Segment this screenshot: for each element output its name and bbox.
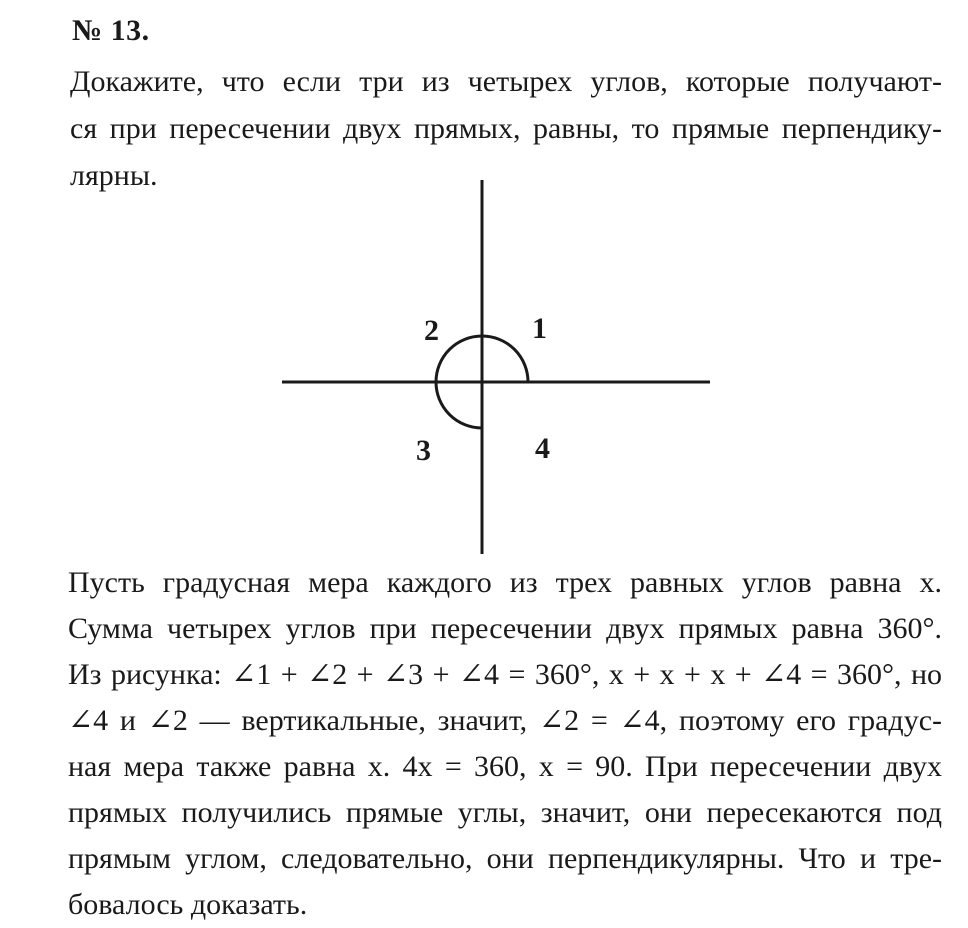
proof-line: бовалось доказать.: [68, 888, 308, 921]
intersecting-lines-figure: [270, 178, 720, 558]
proof-text: [68, 560, 942, 928]
proof-line: ная мера также равна x. 4x = 360, x = 90. При пересечении двух: [68, 750, 942, 783]
proof-line: Пусть градусная мера каждого из трех равных углов равна x.: [68, 566, 942, 599]
proof-line: Из рисунка: ∠1 + ∠2 + ∠3 + ∠4 = 360°, x + x + x + ∠4 = 360°, но: [68, 658, 942, 691]
statement-line: лярны.: [70, 159, 158, 192]
angle-label-4: 4: [535, 432, 550, 465]
angle-label-1: 1: [532, 312, 547, 345]
proof-line: прямых получились прямые углы, значит, они пересекаются под: [68, 796, 942, 829]
proof-line: Сумма четырех углов при пересечении двух прямых равна 360°.: [68, 612, 942, 645]
statement-line: Докажите, что если три из четырех углов, которые получают-: [70, 65, 942, 98]
angle-label-3: 3: [416, 434, 431, 467]
task-number: № 13.: [72, 14, 150, 47]
proof-line: прямым углом, следовательно, они перпендикулярны. Что и тре-: [68, 842, 942, 875]
angle-label-2: 2: [424, 314, 439, 347]
proof-line: ∠4 и ∠2 — вертикальные, значит, ∠2 = ∠4, поэтому его градус-: [68, 704, 942, 737]
statement-line: ся при пересечении двух прямых, равны, то прямые перпендику-: [70, 112, 942, 145]
